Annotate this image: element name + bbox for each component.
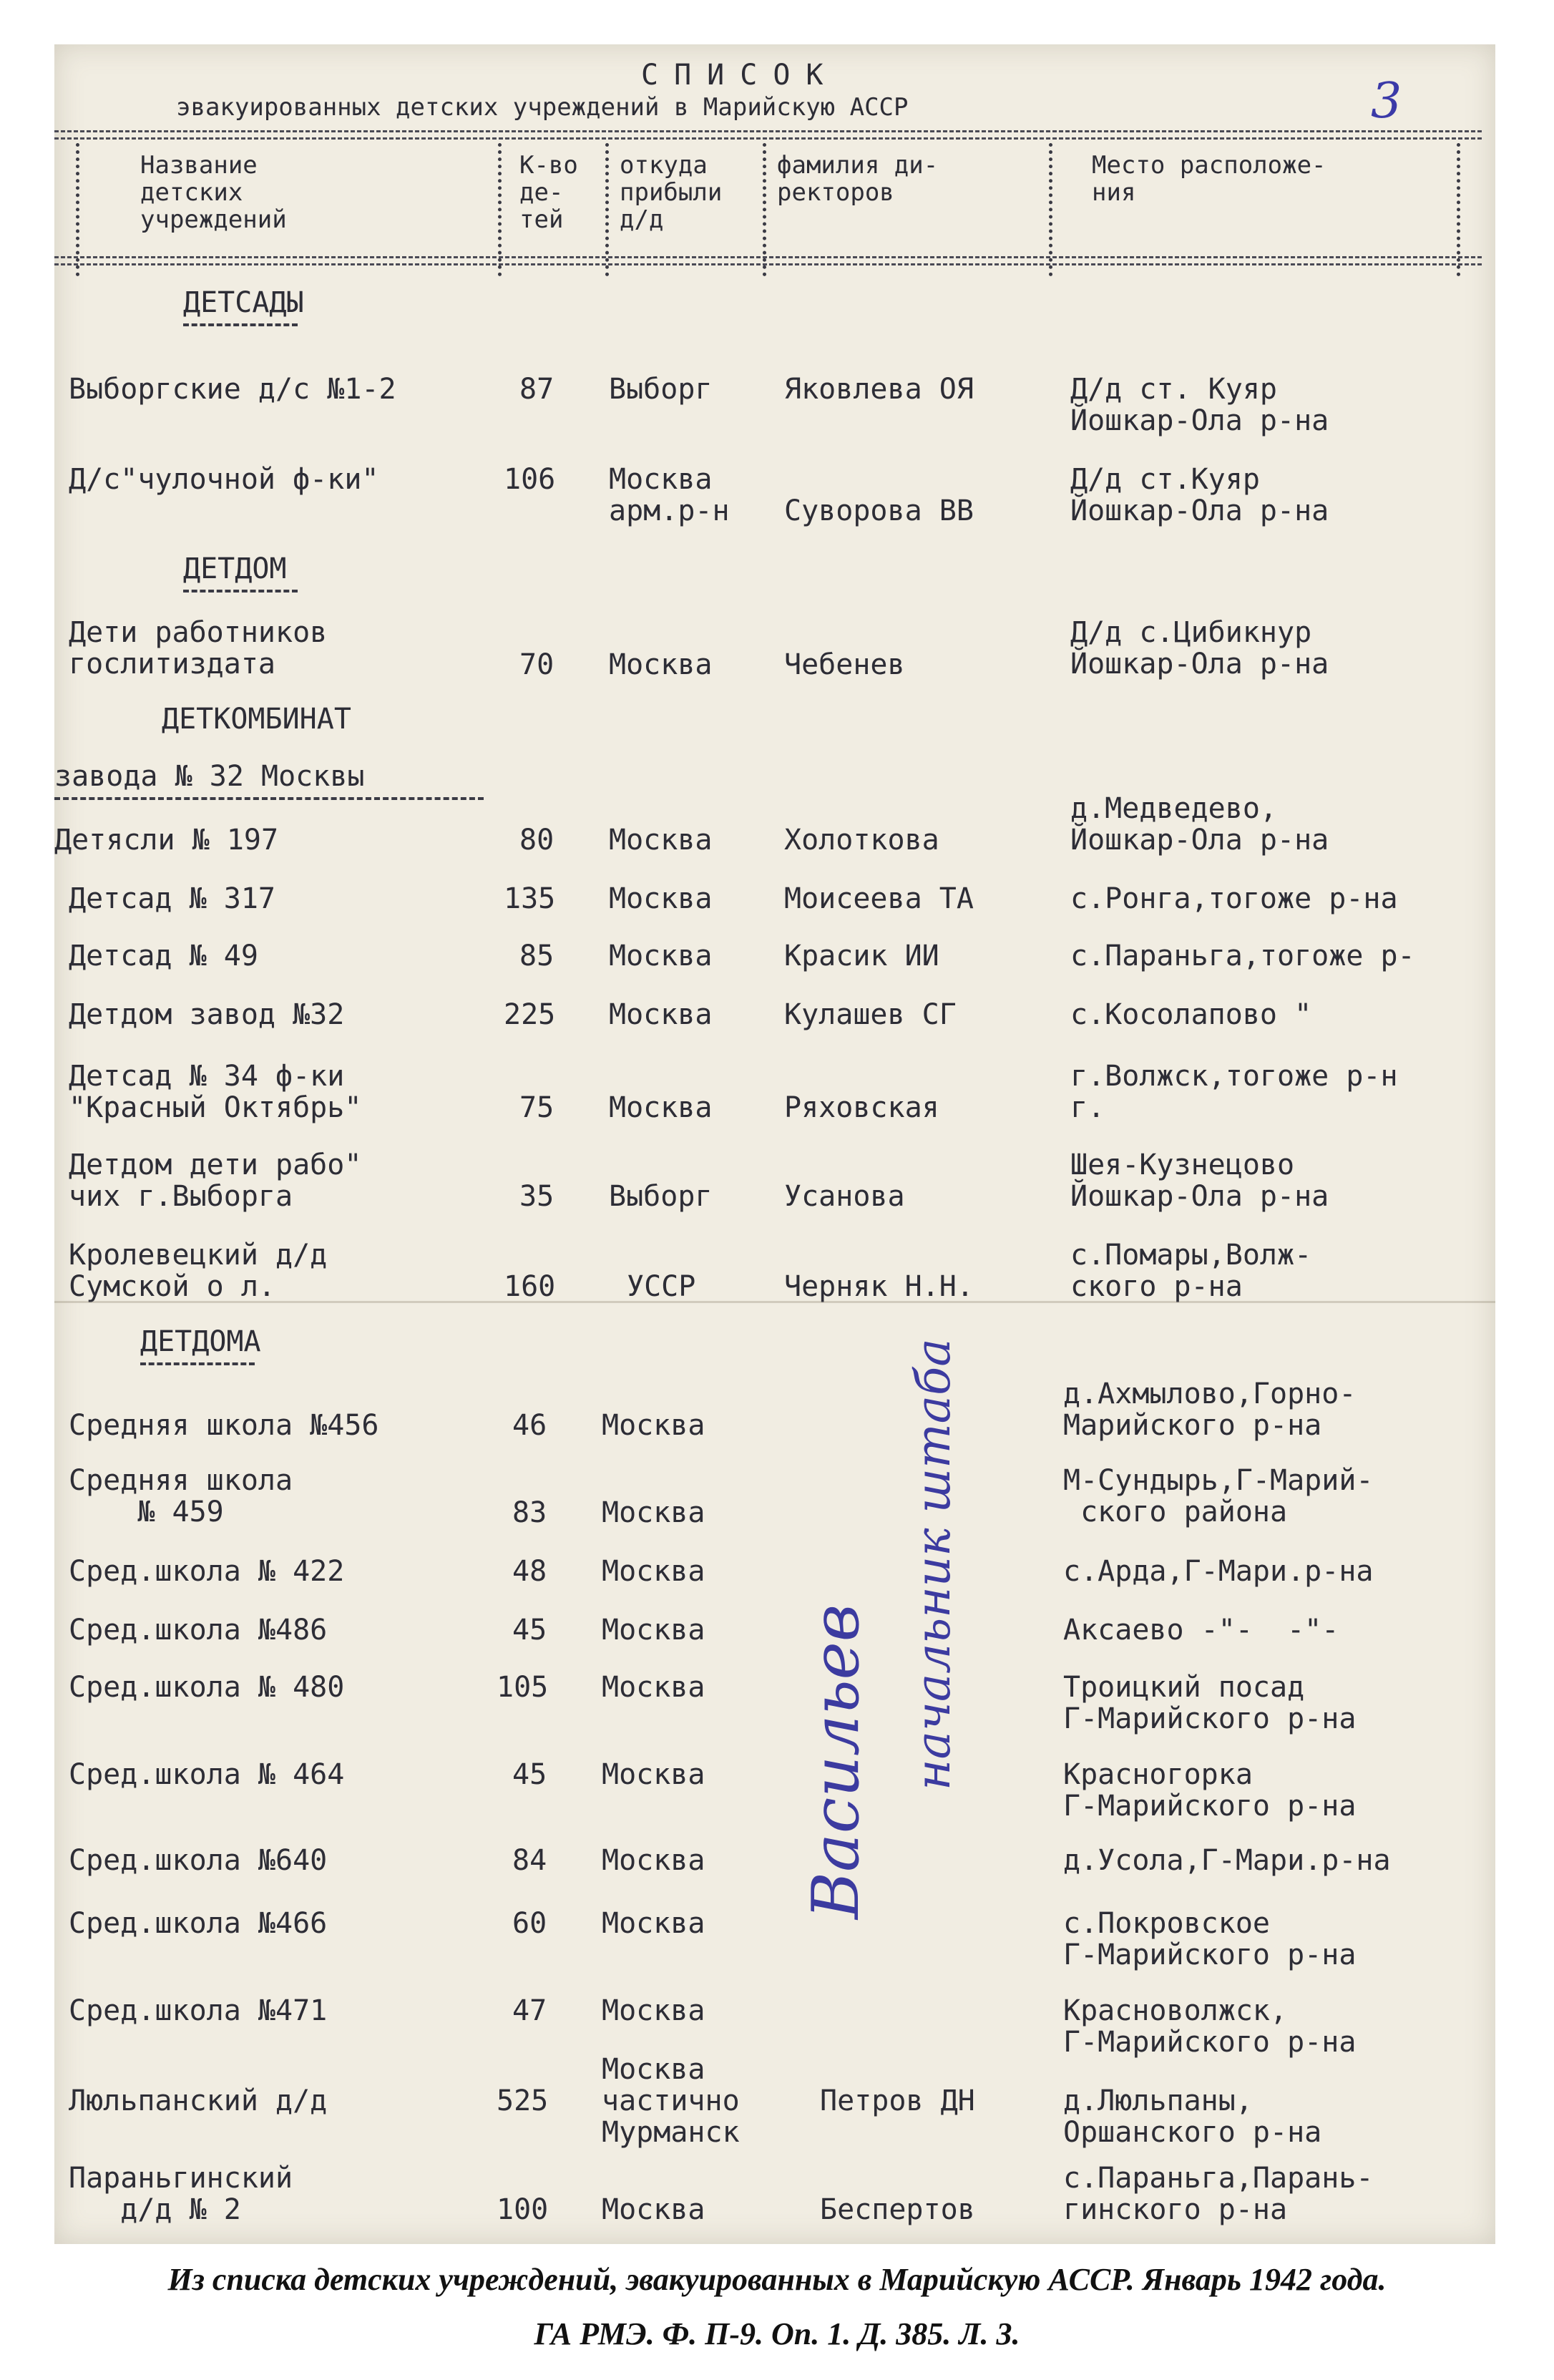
row-name: Люльпанский д/д	[69, 2084, 328, 2117]
row-name: Детдом завод №32	[69, 998, 345, 1031]
row-name: Сред.школа №486	[69, 1614, 328, 1647]
row-director: Кулашев СГ	[784, 998, 957, 1031]
row-name: Сред.школа №640	[69, 1844, 328, 1877]
row-location: с.Покровское Г-Марийского р-на	[1063, 1907, 1357, 1971]
document-title: СПИСОК	[641, 59, 839, 92]
row-location: с.Косолапово "	[1070, 998, 1312, 1031]
section-heading-detsady: ДЕТСАДЫ	[183, 286, 304, 326]
row-from: Выборг	[609, 1180, 713, 1213]
row-location: М-Сундырь,Г-Марий- ского района	[1063, 1464, 1374, 1528]
row-count: 106	[504, 463, 556, 496]
row-director: Красик ИИ	[784, 940, 939, 972]
row-director: Усанова	[784, 1180, 905, 1213]
row-location: с.Помары,Волж- ского р-на	[1070, 1239, 1312, 1303]
row-director: Черняк Н.Н.	[784, 1270, 974, 1303]
row-location: с.Параньга,тогоже р-	[1070, 940, 1415, 972]
row-count: 85	[519, 940, 554, 972]
page-number-handwritten: 3	[1371, 73, 1402, 130]
archival-document-page	[54, 44, 1495, 2244]
row-from: Москва	[602, 1907, 705, 1940]
row-count: 135	[504, 882, 556, 915]
row-location: Аксаево -"- -"-	[1063, 1614, 1339, 1647]
row-name: Сред.школа № 464	[69, 1758, 345, 1791]
row-from: Москва	[609, 940, 713, 972]
row-name: Выборгские д/с №1-2	[69, 373, 396, 406]
row-from: Москва	[609, 998, 713, 1031]
row-from: Москва	[602, 1409, 705, 1442]
row-name: Детдом дети рабо" чих г.Выборга	[69, 1148, 362, 1213]
row-location: г.Волжск,тогоже р-н г.	[1070, 1060, 1398, 1124]
row-location: д.Усола,Г-Мари.р-на	[1063, 1844, 1391, 1877]
row-from: Москва арм.р-н	[609, 463, 730, 527]
row-count: 225	[504, 998, 556, 1031]
row-from: Москва	[602, 1994, 705, 2027]
column-header-from: откуда прибыли д/д	[620, 151, 723, 234]
row-location: Шея-Кузнецово Йошкар-Ола р-на	[1070, 1148, 1329, 1213]
column-header-location: Место расположе- ния	[1092, 151, 1326, 207]
row-location: Д/д ст.Куяр Йошкар-Ола р-на	[1070, 463, 1329, 527]
row-location: Красногорка Г-Марийского р-на	[1063, 1758, 1357, 1823]
row-count: 525	[497, 2084, 549, 2117]
section-heading-zavod: завода № 32 Москвы	[54, 760, 484, 800]
row-location: Троицкий посад Г-Марийского р-на	[1063, 1671, 1357, 1735]
row-count: 160	[504, 1270, 556, 1303]
row-location: д.Ахмылово,Горно- Марийского р-на	[1063, 1377, 1357, 1442]
row-name: Д/с"чулочной ф-ки"	[69, 463, 379, 496]
row-from: Москва	[602, 1555, 705, 1588]
row-name: Параньгинский д/д № 2	[69, 2162, 293, 2226]
row-name: Сред.школа № 422	[69, 1555, 345, 1588]
row-name: Детсад № 317	[69, 882, 275, 915]
row-director: Холоткова	[784, 824, 939, 857]
row-count: 46	[512, 1409, 547, 1442]
row-director: Моисеева ТА	[784, 882, 974, 915]
row-name: Детсад № 34 ф-ки "Красный Октябрь"	[69, 1060, 362, 1124]
caption-line-1: Из списка детских учреждений, эвакуированных в Марийскую АССР. Январь 1942 года.	[167, 2262, 1387, 2297]
row-director: Чебенев	[784, 648, 905, 681]
row-from: Москва	[609, 1091, 713, 1124]
row-count: 87	[519, 373, 554, 406]
row-from: Москва	[609, 882, 713, 915]
header-bottom-rule	[54, 256, 1482, 258]
row-director: Суворова ВВ	[784, 494, 974, 527]
row-from: УССР	[627, 1270, 696, 1303]
row-from: Москва частично Мурманск	[602, 2053, 740, 2149]
section-heading-detdom: ДЕТДОМ	[183, 552, 298, 592]
row-location: с.Параньга,Парань- гинского р-на	[1063, 2162, 1374, 2226]
row-count: 47	[512, 1994, 547, 2027]
row-count: 84	[512, 1844, 547, 1877]
row-name: Кролевецкий д/д Сумской о л.	[69, 1239, 328, 1303]
caption-line-2: ГА РМЭ. Ф. П-9. Оп. 1. Д. 385. Л. 3.	[534, 2316, 1020, 2351]
row-location: д.Медведево, Йошкар-Ола р-на	[1070, 792, 1329, 857]
row-name: Дети работников гослитиздата	[69, 616, 328, 681]
header-top-rule-2	[54, 137, 1482, 140]
row-name: Сред.школа №471	[69, 1994, 328, 2027]
row-location: Д/д ст. Куяр Йошкар-Ола р-на	[1070, 373, 1329, 437]
row-director: Петров ДН	[820, 2084, 975, 2117]
row-name: Средняя школа №456	[69, 1409, 379, 1442]
row-director: Беспертов	[820, 2193, 975, 2226]
row-director: Ряховская	[784, 1091, 939, 1124]
row-from: Москва	[609, 648, 713, 681]
row-location: с.Арда,Г-Мари.р-на	[1063, 1555, 1374, 1588]
header-bottom-rule-2	[54, 263, 1482, 265]
row-count: 35	[519, 1180, 554, 1213]
row-count: 100	[497, 2193, 549, 2226]
column-header-director: фамилия ди- ректоров	[777, 151, 939, 207]
row-count: 45	[512, 1614, 547, 1647]
row-location: Красноволжск, Г-Марийского р-на	[1063, 1994, 1357, 2059]
document-subtitle: эвакуированных детских учреждений в Марийскую АССР	[176, 93, 909, 122]
section-heading-detdoma: ДЕТДОМА	[140, 1325, 261, 1365]
row-from: Москва	[602, 1671, 705, 1704]
section-heading-detkombinat: ДЕТКОМБИНАТ	[162, 703, 351, 736]
column-header-count: К-во де- тей	[519, 151, 578, 234]
row-name: Средняя школа № 459	[69, 1464, 293, 1528]
handwritten-signature-name: Васильев	[798, 1604, 874, 1919]
row-location: д.Люльпаны, Оршанского р-на	[1063, 2084, 1322, 2149]
row-from: Москва	[609, 824, 713, 857]
row-from: Выборг	[609, 373, 713, 406]
row-count: 48	[512, 1555, 547, 1588]
row-name: Детясли № 197	[54, 824, 279, 857]
row-from: Москва	[602, 1496, 705, 1529]
column-header-name: Название детских учреждений	[140, 151, 287, 234]
row-from: Москва	[602, 1758, 705, 1791]
row-name: Сред.школа № 480	[69, 1671, 345, 1704]
row-count: 80	[519, 824, 554, 857]
row-count: 45	[512, 1758, 547, 1791]
row-from: Москва	[602, 2193, 705, 2226]
row-director: Яковлева ОЯ	[784, 373, 974, 406]
row-count: 105	[497, 1671, 549, 1704]
row-count: 70	[519, 648, 554, 681]
row-from: Москва	[602, 1844, 705, 1877]
handwritten-signature-role: начальник штаба	[906, 1338, 961, 1790]
row-name: Детсад № 49	[69, 940, 258, 972]
row-count: 75	[519, 1091, 554, 1124]
row-location: Д/д с.Цибикнур Йошкар-Ола р-на	[1070, 616, 1329, 681]
row-from: Москва	[602, 1614, 705, 1647]
row-count: 83	[512, 1496, 547, 1529]
header-top-rule	[54, 130, 1482, 132]
row-location: с.Ронга,тогоже р-на	[1070, 882, 1398, 915]
row-count: 60	[512, 1907, 547, 1940]
row-name: Сред.школа №466	[69, 1907, 328, 1940]
